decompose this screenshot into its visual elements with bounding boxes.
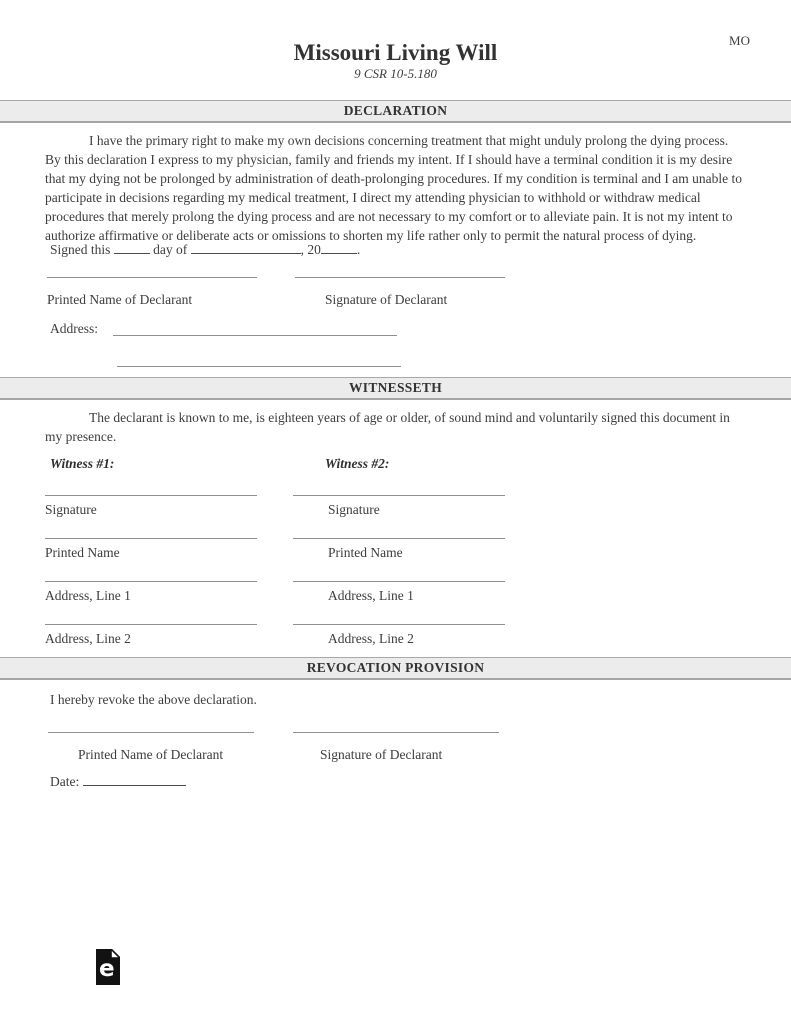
declarant-printed-name-label: Printed Name of Declarant — [47, 292, 193, 307]
revocation-signature-line[interactable] — [293, 725, 499, 733]
signed-line-text-4: . — [356, 242, 361, 257]
revocation-signature-cell — [293, 725, 499, 763]
signed-date-line — [50, 240, 360, 258]
declarant-signature-line[interactable] — [295, 270, 505, 278]
eforms-document-icon — [96, 949, 120, 985]
witness2-printed-name-label: Printed Name — [328, 545, 403, 560]
declarant-printed-name-cell — [47, 270, 257, 308]
year-blank[interactable] — [321, 240, 357, 254]
witness-address2-row — [45, 617, 745, 647]
signed-line-text-3: , 20 — [300, 242, 321, 257]
declarant-signature-cell — [295, 270, 505, 308]
witness1-address-line1[interactable] — [45, 574, 257, 582]
witness2-printed-name-line[interactable] — [293, 531, 505, 539]
witness1-signature-label: Signature — [45, 502, 97, 517]
section-header-revocation: REVOCATION PROVISION — [0, 657, 791, 680]
declarant-address-line-1[interactable] — [113, 321, 397, 336]
witness1-address2-cell — [45, 617, 257, 647]
signed-line-text-2: day of — [153, 242, 188, 257]
revocation-date-row — [50, 772, 186, 790]
statute-reference: 9 CSR 10-5.180 — [354, 66, 437, 81]
witnesseth-paragraph: The declarant is known to me, is eighteen years of age or older, of sound mind and voluntarily signed this document in my presence. — [45, 410, 730, 444]
address-label: Address: — [50, 321, 98, 336]
witness-fields — [45, 488, 745, 660]
revocation-printed-name-label: Printed Name of Declarant — [78, 747, 224, 762]
witness1-printed-name-label: Printed Name — [45, 545, 120, 560]
witness1-address-line2[interactable] — [45, 617, 257, 625]
witness2-address1-cell — [293, 574, 505, 604]
revocation-printed-name-line[interactable] — [48, 725, 254, 733]
page-title: Missouri Living Will — [293, 40, 498, 65]
witness1-printed-name-line[interactable] — [45, 531, 257, 539]
declaration-paragraph: I have the primary right to make my own decisions concerning treatment that might unduly prolong the dying process. By this declaration I express to my physician, family and friends my intent. If I should have a terminal condition it is my desire that my dying not be prolonged by administration of death-prolonging procedures. If my condition is terminal and I am unable to participate in decisions regarding my medical treatment, I direct my attending physician to withhold or withdraw medical procedures that merely prolong the dying process and are not necessary to my comfort or to alleviate pain. It is not my intent to authorize affirmative or deliberate acts or omissions to shorten my life rather only to permit the natural process of dying. — [45, 133, 742, 243]
witness1-address2-label: Address, Line 2 — [45, 631, 131, 646]
witness1-address1-cell — [45, 574, 257, 604]
witness2-address-line2[interactable] — [293, 617, 505, 625]
declarant-printed-name-line[interactable] — [47, 270, 257, 278]
witness-signature-row — [45, 488, 745, 518]
revocation-signature-block — [48, 725, 499, 763]
witness2-signature-cell — [293, 488, 505, 518]
witness1-printed-name-cell — [45, 531, 257, 561]
section-header-declaration: DECLARATION — [0, 100, 791, 123]
state-code: MO — [729, 33, 750, 48]
declarant-signature-label: Signature of Declarant — [325, 292, 448, 307]
witness-address1-row — [45, 574, 745, 604]
witness2-address-line1[interactable] — [293, 574, 505, 582]
declarant-address-line-2[interactable] — [117, 352, 401, 367]
witness2-address2-cell — [293, 617, 505, 647]
section-header-witnesseth: WITNESSETH — [0, 377, 791, 400]
logo-letter: e — [99, 956, 115, 982]
signed-line-text-1: Signed this — [50, 242, 111, 257]
revocation-signature-label: Signature of Declarant — [320, 747, 443, 762]
day-number-blank[interactable] — [114, 240, 150, 254]
witness1-signature-cell — [45, 488, 257, 518]
witness2-signature-label: Signature — [328, 502, 380, 517]
declarant-address-row — [50, 321, 400, 337]
witness1-address1-label: Address, Line 1 — [45, 588, 131, 603]
witness2-address2-label: Address, Line 2 — [328, 631, 414, 646]
revocation-date-blank[interactable] — [83, 772, 186, 786]
witness1-heading: Witness #1: — [50, 456, 115, 471]
month-blank[interactable] — [191, 240, 301, 254]
revocation-statement: I hereby revoke the above declaration. — [50, 692, 257, 707]
witness2-heading: Witness #2: — [325, 456, 390, 471]
witness2-signature-line[interactable] — [293, 488, 505, 496]
declarant-signature-block — [47, 270, 505, 308]
witness2-printed-name-cell — [293, 531, 505, 561]
witness1-signature-line[interactable] — [45, 488, 257, 496]
witness-printed-name-row — [45, 531, 745, 561]
witness2-address1-label: Address, Line 1 — [328, 588, 414, 603]
date-label: Date: — [50, 774, 80, 789]
revocation-printed-name-cell — [48, 725, 254, 763]
